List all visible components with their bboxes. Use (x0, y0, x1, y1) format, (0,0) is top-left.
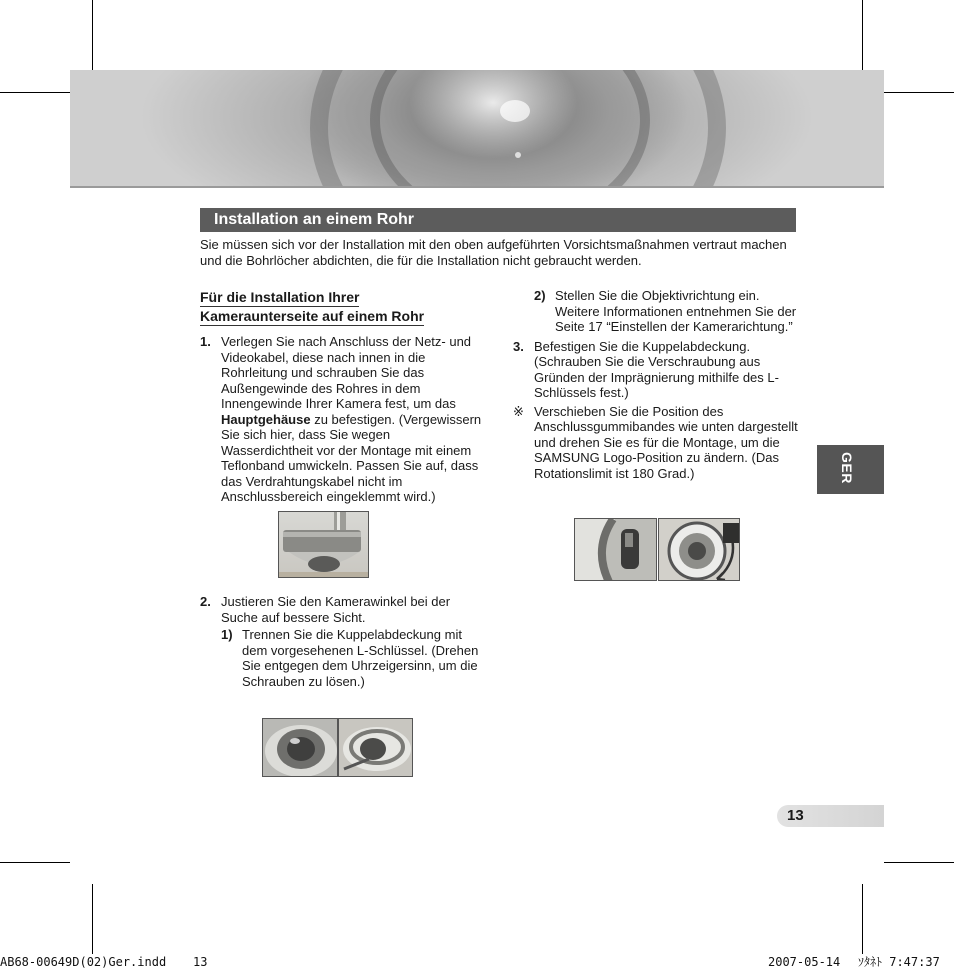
sub-heading-line1: Für die Installation Ihrer (200, 289, 360, 305)
crop-mark (92, 0, 93, 72)
crop-mark (0, 92, 70, 93)
step-3 (513, 339, 798, 401)
crop-mark (92, 884, 93, 954)
header-lens-banner (70, 70, 884, 187)
step-2-2-text: Stellen Sie die Objektivrichtung ein. Weitere Informationen entnehmen Sie der Seite 17 “Einstellen der Kamerarichtung.” (555, 288, 797, 334)
note (513, 404, 798, 482)
step-2-1-text: Trennen Sie die Kuppelabdeckung mit dem vorgesehenen L-Schlüssel. (Drehen Sie entgegen dem Uhrzeigersinn, um die Schrauben zu lösen.) (242, 627, 479, 689)
step-number: 1. (200, 334, 211, 349)
note-mark: ※ (513, 403, 524, 419)
footer-date: 2007-05-14 (768, 955, 841, 969)
crop-mark (0, 862, 70, 863)
step-2-2 (534, 288, 798, 335)
photo-rubber-band (574, 518, 657, 581)
banner-divider (70, 186, 884, 188)
intro-paragraph: Sie müssen sich vor der Installation mit den oben aufgeführten Vorsichtsmaßnahmen vertraut machen und die Bohrlöcher abdichten, die für die Installation nicht gebraucht werden. (200, 237, 787, 268)
step-1-text-after: zu befestigen. (Vergewissern Sie sich hier, dass Sie wegen Wasserdichtheit vor der Montage mit einem Teflonband umwickeln. Passen Sie auf, dass das Verdrahtungskabel nicht im Anschlussbereich eingeklemmt wird.) (221, 411, 482, 504)
dome-closed-illustration (263, 719, 338, 777)
crop-mark (862, 884, 863, 954)
step-2-text: Justieren Sie den Kamerawinkel bei der Suche auf bessere Sicht. (221, 594, 451, 625)
footer-time: ｿﾀﾈﾄ 7:47:37 (858, 955, 940, 969)
page-number: 13 (787, 807, 804, 824)
crop-mark (884, 92, 954, 93)
substep-number: 2) (534, 288, 546, 303)
crop-mark (884, 862, 954, 863)
photo-dome-open (338, 718, 413, 777)
step-1-bold-term: Hauptgehäuse (221, 411, 311, 427)
right-column (513, 286, 798, 481)
language-tab-label: GER (839, 452, 855, 484)
step-1 (200, 334, 485, 505)
step-2 (200, 594, 485, 625)
footer-file-name: AB68-00649D(02)Ger.indd (0, 955, 167, 969)
section-title: Installation an einem Rohr (200, 208, 796, 232)
photo-dome-closed (262, 718, 338, 777)
sub-heading (200, 288, 485, 326)
step-number: 3. (513, 338, 524, 354)
crop-mark (862, 0, 863, 72)
left-column-lower (200, 592, 485, 689)
language-tab (817, 445, 884, 494)
step-number: 2. (200, 594, 211, 609)
left-column (200, 288, 485, 505)
rubber-band-illustration (575, 519, 657, 581)
substep-number: 1) (221, 627, 233, 642)
photo-rotation (658, 518, 740, 581)
dome-open-illustration (339, 719, 413, 777)
rotation-illustration (659, 519, 740, 581)
note-text: Verschieben Sie die Position des Anschlussgummibandes wie unten dargestellt und drehen Sie es für die Montage, um die SAMSUNG Logo-Position zu ändern. (Das Rotationslimit ist 180 Grad.) (534, 403, 798, 481)
step-2-1 (221, 627, 485, 689)
step-1-text-before: Verlegen Sie nach Anschluss der Netz- und Videokabel, diese nach innen in die Rohrleitung und schrauben Sie das Außengewinde des Rohres in dem Innengewinde Ihrer Kamera fest, um das (221, 334, 472, 411)
footer-file-page: 13 (193, 955, 208, 969)
camera-pipe-illustration (279, 512, 369, 578)
sub-heading-line2: Kameraunterseite auf einem Rohr (200, 308, 425, 324)
step-3-text: Befestigen Sie die Kuppelabdeckung. (Schrauben Sie die Verschraubung aus Gründen der Imprägnierung mithilfe des L-Schlüssels fest.) (534, 338, 779, 400)
photo-camera-on-pipe (278, 511, 369, 578)
